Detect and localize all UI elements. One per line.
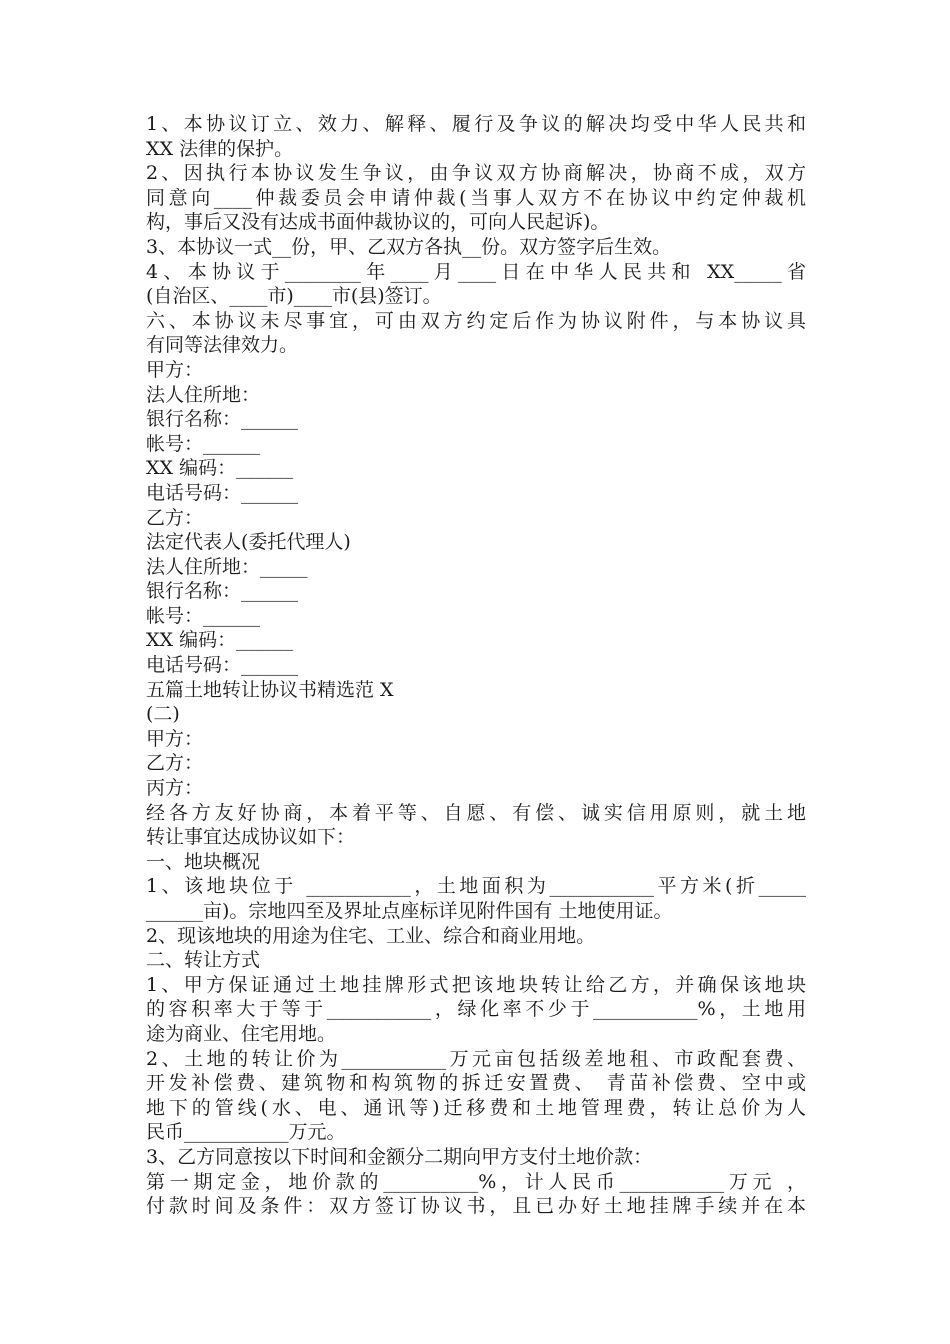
document-page	[146, 112, 806, 1219]
text-line: 途为商业、住宅用地。	[146, 1022, 337, 1045]
text-line: 五篇土地转让协议书精选范 X	[146, 678, 394, 701]
text-line: 构，事后又没有达成书面仲裁协议的，可向人民起诉)。	[146, 211, 610, 234]
text-line: 六、本协议未尽事宜，可由双方约定后作为协议附件，与本协议具	[146, 309, 806, 332]
text-line: 法人住所地：	[146, 383, 261, 406]
text-line: (二)	[146, 703, 180, 726]
text-line: (自治区、____市)____市(县)签订。	[146, 285, 442, 308]
text-line: 1、本协议订立、效力、解释、履行及争议的解决均受中华人民共和	[146, 113, 806, 135]
text-line: 2、土地的转让价为___________万元亩包括级差地租、市政配套费、	[146, 1047, 806, 1070]
text-line: 银行名称：______	[146, 408, 299, 431]
text-line: XX 法律的保护。	[146, 137, 294, 160]
text-line: 转让事宜达成协议如下：	[146, 826, 356, 849]
text-line: XX 编码：______	[146, 457, 294, 480]
text-line: 甲方：	[146, 358, 204, 381]
text-line: 法定代表人(委托代理人)	[146, 531, 351, 554]
text-line: 2、现该地块的用途为住宅、工业、综合和商业用地。	[146, 924, 596, 947]
text-line: ______亩)。宗地四至及界址点座标详见附件国有 土地使用证。	[146, 900, 673, 922]
text-line: 银行名称：______	[146, 580, 299, 603]
text-line: 同意向____仲裁委员会申请仲裁(当事人双方不在协议中约定仲裁机	[146, 186, 806, 209]
text-line: XX 编码：______	[146, 629, 294, 652]
text-line: 地下的管线(水、电、通讯等)迁移费和土地管理费，转让总价为人	[146, 1096, 806, 1119]
text-line: 3、乙方同意按以下时间和金额分二期向甲方支付土地价款：	[146, 1145, 653, 1168]
text-line: 2、因执行本协议发生争议，由争议双方协商解决，协商不成，双方	[146, 162, 806, 185]
text-line: 法人住所地：_____	[146, 555, 308, 578]
text-line: 有同等法律效力。	[146, 334, 299, 357]
text-line: 1、甲方保证通过土地挂牌形式把该地块转让给乙方，并确保该地块	[146, 973, 806, 996]
text-line: 付款时间及条件：双方签订协议书，且已办好土地挂牌手续并在本	[146, 1195, 806, 1218]
text-line: 一、地块概况	[146, 850, 261, 873]
text-line: 帐号：______	[146, 604, 261, 627]
text-line: 电话号码：______	[146, 481, 299, 504]
text-line: 的容积率大于等于___________，绿化率不少于___________%，土地用	[146, 998, 806, 1021]
text-line: 电话号码：______	[146, 654, 299, 677]
text-line: 第一期定金，地价款的__________%，计人民币___________万元 ，	[146, 1170, 806, 1193]
text-line: 民币___________万元。	[146, 1121, 346, 1144]
text-line: 二、转让方式	[146, 949, 261, 972]
text-line: 4、本协议于________年____月____日在中华人民共和 XX_____省	[146, 260, 806, 283]
text-line: 帐号：______	[146, 432, 261, 455]
text-line: 开发补偿费、建筑物和构筑物的拆迁安置费、 青苗补偿费、空中或	[146, 1072, 806, 1095]
text-line: 经各方友好协商，本着平等、自愿、有偿、诚实信用原则，就土地	[146, 801, 806, 824]
text-line: 3、本协议一式__份，甲、乙双方各执__份。双方签字后生效。	[146, 235, 672, 258]
text-line: 丙方：	[146, 777, 204, 800]
text-line: 甲方：	[146, 727, 204, 750]
text-line: 乙方：	[146, 752, 204, 775]
text-line: 1、该地块位于 ___________，土地面积为___________平方米(折_____	[146, 875, 806, 898]
text-line: 乙方：	[146, 506, 204, 529]
